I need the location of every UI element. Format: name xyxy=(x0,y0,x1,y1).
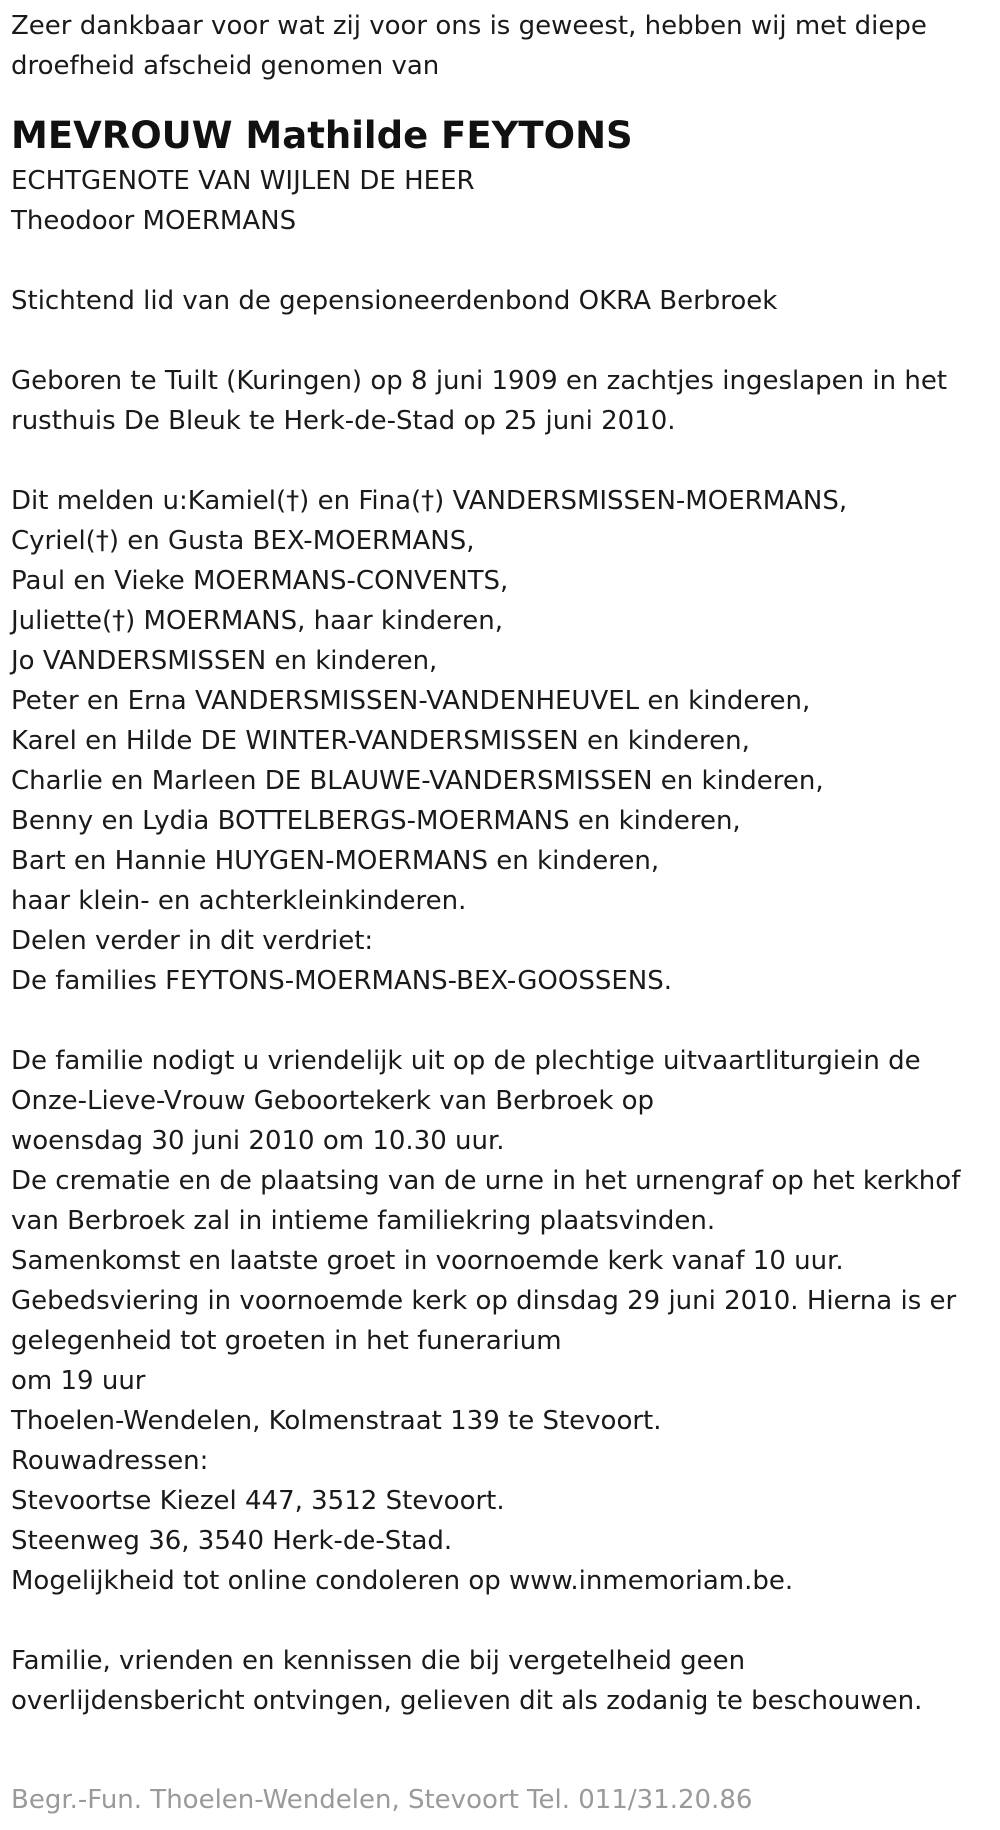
spouse-name: Theodoor MOERMANS xyxy=(11,206,297,236)
announcer-line: Bart en Hannie HUYGEN-MOERMANS en kinderen, xyxy=(11,846,660,876)
birth-death-line: rusthuis De Bleuk te Herk-de-Stad op 25 juni 2010. xyxy=(11,406,676,436)
announcer-line: Benny en Lydia BOTTELBERGS-MOERMANS en kinderen, xyxy=(11,806,741,836)
announcer-line: Charlie en Marleen DE BLAUWE-VANDERSMISSEN en kinderen, xyxy=(11,766,824,796)
intro-line: droefheid afscheid genomen van xyxy=(11,51,440,81)
announcer-line: Peter en Erna VANDERSMISSEN-VANDENHEUVEL en kinderen, xyxy=(11,686,811,716)
announcer-line: Delen verder in dit verdriet: xyxy=(11,926,374,956)
obituary-notice xyxy=(11,6,996,1721)
announcer-line: haar klein- en achterkleinkinderen. xyxy=(11,886,467,916)
closing-line: Familie, vrienden en kennissen die bij vergetelheid geen xyxy=(11,1646,746,1676)
spouse-line: ECHTGENOTE VAN WIJLEN DE HEER xyxy=(11,166,475,196)
arrangement-line: Stevoortse Kiezel 447, 3512 Stevoort. xyxy=(11,1486,505,1516)
spacer xyxy=(11,1601,996,1641)
announcer-line: Karel en Hilde DE WINTER-VANDERSMISSEN en kinderen, xyxy=(11,726,750,756)
arrangement-line: De crematie en de plaatsing van de urne in het urnengraf op het kerkhof xyxy=(11,1166,961,1196)
arrangement-line: De familie nodigt u vriendelijk uit op de plechtige uitvaartliturgiein de xyxy=(11,1046,921,1076)
announcer-line: Cyriel(†) en Gusta BEX-MOERMANS, xyxy=(11,526,475,556)
arrangement-line: Thoelen-Wendelen, Kolmenstraat 139 te Stevoort. xyxy=(11,1406,662,1436)
arrangement-line: van Berbroek zal in intieme familiekring plaatsvinden. xyxy=(11,1206,716,1236)
arrangement-line: woensdag 30 juni 2010 om 10.30 uur. xyxy=(11,1126,505,1156)
arrangement-line: Gebedsviering in voornoemde kerk op dinsdag 29 juni 2010. Hierna is er xyxy=(11,1286,957,1316)
arrangement-line: Samenkomst en laatste groet in voornoemde kerk vanaf 10 uur. xyxy=(11,1246,844,1276)
arrangement-line: gelegenheid tot groeten in het funerarium xyxy=(11,1326,562,1356)
birth-death-line: Geboren te Tuilt (Kuringen) op 8 juni 1909 en zachtjes ingeslapen in het xyxy=(11,366,948,396)
funeral-home-footer: Begr.-Fun. Thoelen-Wendelen, Stevoort Tel. 011/31.20.86 xyxy=(11,1785,753,1815)
announcer-line: Juliette(†) MOERMANS, haar kinderen, xyxy=(11,606,504,636)
intro-line: Zeer dankbaar voor wat zij voor ons is geweest, hebben wij met diepe xyxy=(11,11,927,41)
announcer-line: De families FEYTONS-MOERMANS-BEX-GOOSSENS. xyxy=(11,966,672,996)
arrangement-line: Mogelijkheid tot online condoleren op www.inmemoriam.be. xyxy=(11,1566,794,1596)
spacer xyxy=(11,321,996,361)
spacer xyxy=(11,1001,996,1041)
arrangement-line: Rouwadressen: xyxy=(11,1446,209,1476)
announcer-line: Dit melden u:Kamiel(†) en Fina(†) VANDERSMISSEN-MOERMANS, xyxy=(11,486,848,516)
closing-line: overlijdensbericht ontvingen, gelieven dit als zodanig te beschouwen. xyxy=(11,1686,923,1716)
arrangement-line: Onze-Lieve-Vrouw Geboortekerk van Berbroek op xyxy=(11,1086,655,1116)
membership-line: Stichtend lid van de gepensioneerdenbond OKRA Berbroek xyxy=(11,286,778,316)
spacer xyxy=(11,441,996,481)
deceased-name: MEVROUW Mathilde FEYTONS xyxy=(11,114,633,157)
announcer-line: Jo VANDERSMISSEN en kinderen, xyxy=(11,646,438,676)
spacer xyxy=(11,241,996,281)
announcer-line: Paul en Vieke MOERMANS-CONVENTS, xyxy=(11,566,509,596)
arrangement-line: Steenweg 36, 3540 Herk-de-Stad. xyxy=(11,1526,453,1556)
arrangement-line: om 19 uur xyxy=(11,1366,146,1396)
